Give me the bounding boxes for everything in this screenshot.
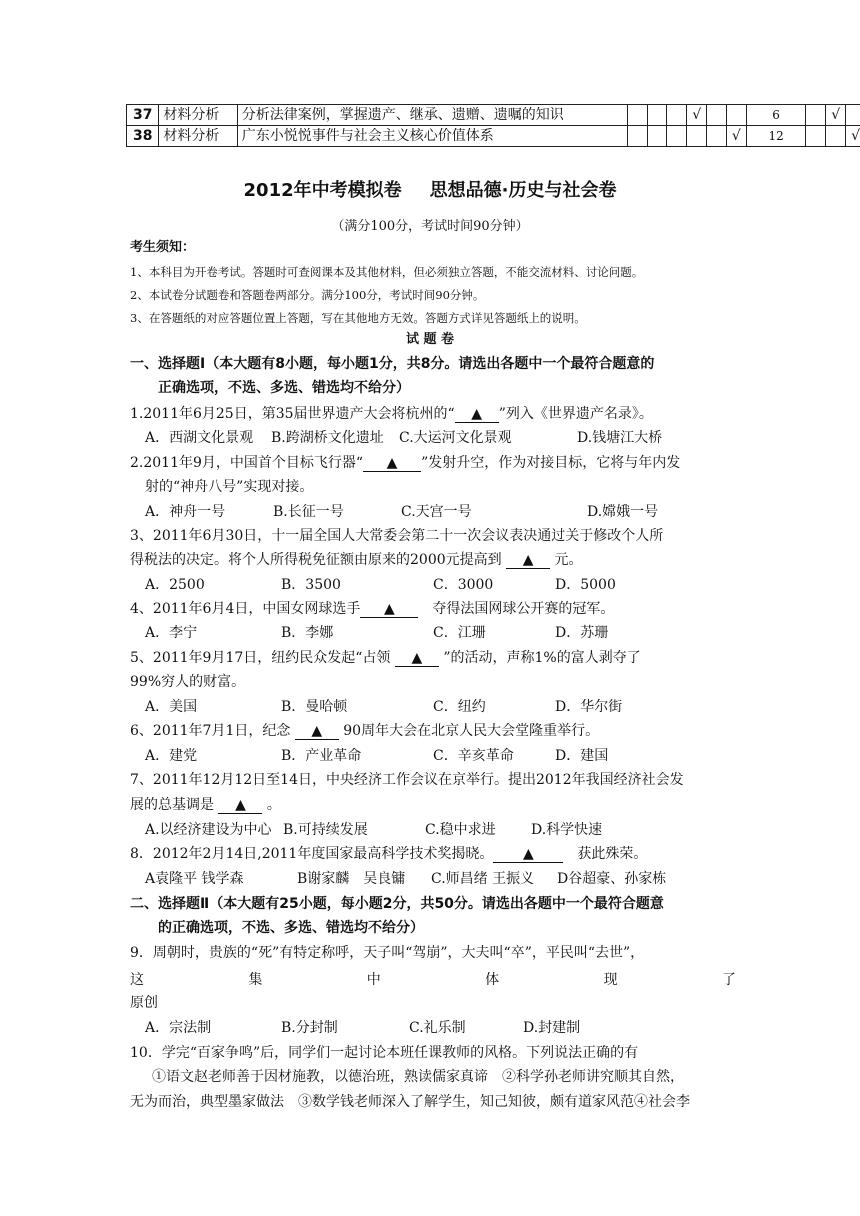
question-text: 4、2011年6月4日，中国女网球选手 — [130, 601, 361, 617]
option: A．2500 — [145, 577, 205, 593]
score-cell: 6 — [746, 105, 806, 126]
option: C.礼乐制 — [409, 1020, 466, 1036]
options-row — [145, 869, 666, 889]
option: B.分封制 — [281, 1020, 338, 1036]
option: C．纽约 — [433, 699, 486, 715]
title-right: 思想品德·历史与社会卷 — [429, 180, 617, 201]
question-text: ”发射升空，作为对接目标，它将与年内发 — [421, 455, 681, 471]
spread-char: 体 — [485, 972, 500, 988]
spec-table — [126, 104, 860, 147]
mark-cell — [667, 105, 687, 126]
option: D.封建制 — [523, 1020, 581, 1036]
question-7 — [130, 795, 281, 815]
spread-char: 中 — [366, 972, 381, 988]
mark-cell — [647, 126, 667, 147]
option: B谢家麟 吴良镛 — [297, 871, 406, 887]
answer-blank: ▲ — [493, 846, 563, 863]
spread-char: 现 — [603, 972, 618, 988]
row-number: 38 — [127, 126, 159, 147]
section-heading: 二、选择题Ⅱ（本大题有25小题，每小题2分，共50分。请选出各题中一个最符合题意 — [130, 896, 664, 912]
page-title — [0, 176, 860, 202]
answer-blank: ▲ — [455, 406, 499, 423]
question-4 — [130, 599, 614, 619]
answer-blank: ▲ — [360, 601, 418, 618]
options-row — [145, 697, 622, 717]
notice-item: 2、本试卷分试题卷和答题卷两部分。满分100分，考试时间90分钟。 — [130, 288, 485, 302]
mark-cell: √ — [687, 105, 707, 126]
option: D.嫦娥一号 — [587, 504, 659, 520]
question-text: 展的总基调是 — [130, 797, 214, 813]
page-subtitle: （满分100分，考试时间90分钟） — [331, 219, 529, 234]
mark-cell: √ — [846, 126, 860, 147]
question-text: 90周年大会在北京人民大会堂隆重举行。 — [343, 723, 600, 739]
question-text: 。 — [266, 797, 281, 813]
question-5 — [130, 648, 641, 668]
question-text: 8．2012年2月14日,2011年度国家最高科学技术奖揭晓。 — [130, 846, 494, 862]
option: C.大运河文化景观 — [399, 430, 512, 446]
mark-cell — [707, 105, 727, 126]
option: D．建国 — [555, 748, 609, 764]
option: D谷超豪、孙家栋 — [557, 871, 667, 887]
option: D.钱塘江大桥 — [577, 430, 663, 446]
question-text: 得税法的决定。将个人所得税免征额由原来的2000元提高到 — [130, 552, 502, 568]
question-description: 分析法律案例，掌握遗产、继承、遗赠、遗嘱的知识 — [237, 105, 627, 126]
mark-cell — [806, 105, 826, 126]
option: C.师昌绪 王振义 — [431, 871, 535, 887]
option: C．3000 — [433, 577, 494, 593]
question-text: 6、2011年7月1日，纪念 — [130, 723, 291, 739]
option: B.可持续发展 — [283, 822, 368, 838]
question-text: ”列入《世界遗产名录》。 — [498, 406, 653, 422]
mark-cell — [627, 105, 647, 126]
option: B.长征一号 — [273, 504, 344, 520]
option: B．李娜 — [281, 625, 334, 641]
option: C．江珊 — [433, 625, 486, 641]
question-text: 获此殊荣。 — [577, 846, 648, 862]
options-row — [145, 575, 616, 595]
question-text: ①语文赵老师善于因材施教，以德治班，熟读儒家真谛 ②科学孙老师讲究顺其自然， — [152, 1069, 684, 1085]
option: C.天宫一号 — [401, 504, 472, 520]
options-row — [145, 1018, 580, 1038]
score-cell: 12 — [746, 126, 806, 147]
option: D．5000 — [555, 577, 616, 593]
question-text: 1.2011年6月25日，第35届世界遗产大会将杭州的“ — [130, 406, 455, 422]
mark-cell — [647, 105, 667, 126]
option: A．西湖文化景观 — [145, 430, 254, 446]
table-row — [127, 126, 860, 147]
option: C．辛亥革命 — [433, 748, 514, 764]
question-text: 原创 — [130, 995, 158, 1011]
answer-blank: ▲ — [506, 552, 550, 569]
question-8 — [130, 844, 647, 864]
mark-cell — [707, 126, 727, 147]
spread-char: 集 — [248, 972, 263, 988]
question-text: 10．学完“百家争鸣”后，同学们一起讨论本班任课教师的风格。下列说法正确的有 — [130, 1045, 639, 1061]
question-6 — [130, 721, 599, 741]
question-2 — [130, 453, 680, 473]
spread-line — [130, 969, 736, 989]
paper-heading: 试 题 卷 — [405, 332, 455, 347]
question-3 — [130, 550, 583, 570]
question-text: 元。 — [554, 552, 583, 568]
question-text: 7、2011年12月12日至14日，中央经济工作会议在京举行。提出2012年我国经济社会发 — [130, 772, 684, 788]
notice-item: 3、在答题纸的对应答题位置上答题，写在其他地方无效。答题方式详见答题纸上的说明。 — [130, 311, 586, 325]
option: A．宗法制 — [145, 1020, 212, 1036]
question-text: 99%穷人的财富。 — [130, 674, 246, 690]
option: A．神舟一号 — [145, 504, 226, 520]
mark-cell: √ — [726, 126, 746, 147]
options-row — [145, 428, 662, 448]
spread-char: 了 — [721, 972, 736, 988]
row-number: 37 — [127, 105, 159, 126]
options-row — [145, 746, 608, 766]
question-text: 3、2011年6月30日，十一届全国人大常委会第二十一次会议表决通过关于修改个人所 — [130, 528, 664, 544]
section-heading: 一、选择题Ⅰ（本大题有8小题，每小题1分，共8分。请选出各题中一个最符合题意的 — [130, 356, 655, 372]
section-heading: 的正确选项，不选、多选、错选均不给分） — [158, 920, 424, 936]
options-row — [145, 623, 608, 643]
title-left: 2012年中考模拟卷 — [243, 180, 402, 201]
option: D．华尔街 — [555, 699, 623, 715]
question-text: 5、2011年9月17日，纽约民众发起“占领 — [130, 650, 391, 666]
section-heading: 正确选项，不选、多选、错选均不给分） — [158, 380, 410, 396]
option: C.稳中求进 — [425, 822, 496, 838]
question-text: 2.2011年9月，中国首个目标飞行器“ — [130, 455, 364, 471]
spread-char: 这 — [130, 972, 144, 988]
mark-cell — [726, 105, 746, 126]
mark-cell — [806, 126, 826, 147]
options-row — [145, 502, 658, 522]
question-text: 9．周朝时，贵族的“死”有特定称呼，天子叫“驾崩”，大夫叫“卒”，平民叫“去世”， — [130, 945, 645, 961]
option: A袁隆平 钱学森 — [145, 871, 244, 887]
mark-cell: √ — [826, 105, 846, 126]
question-1 — [130, 404, 653, 424]
question-description: 广东小悦悦事件与社会主义核心价值体系 — [237, 126, 627, 147]
answer-blank: ▲ — [218, 797, 262, 814]
table-row — [127, 105, 860, 126]
question-text: ”的活动，声称1%的富人剥夺了 — [443, 650, 641, 666]
question-type: 材料分析 — [159, 126, 237, 147]
mark-cell — [846, 105, 860, 126]
option: B．产业革命 — [281, 748, 362, 764]
mark-cell — [627, 126, 647, 147]
mark-cell — [667, 126, 687, 147]
options-row — [145, 820, 602, 840]
question-type: 材料分析 — [159, 105, 237, 126]
option: D.科学快速 — [531, 822, 603, 838]
option: A.以经济建设为中心 — [145, 822, 272, 838]
option: B.跨湖桥文化遗址 — [271, 430, 384, 446]
option: B．3500 — [281, 577, 341, 593]
question-text: 无为而治，典型墨家做法 ③数学钱老师深入了解学生，知己知彼，颇有道家风范④社会李 — [130, 1094, 690, 1110]
option: A．建党 — [145, 748, 198, 764]
option: A．李宁 — [145, 625, 198, 641]
mark-cell — [687, 126, 707, 147]
notice-heading: 考生须知： — [130, 240, 196, 255]
option: B．曼哈顿 — [281, 699, 348, 715]
option: D．苏珊 — [555, 625, 609, 641]
option: A．美国 — [145, 699, 198, 715]
mark-cell — [826, 126, 846, 147]
question-text: 夺得法国网球公开赛的冠军。 — [432, 601, 615, 617]
answer-blank: ▲ — [395, 650, 439, 667]
notice-item: 1、本科目为开卷考试。答题时可查阅课本及其他材料，但必须独立答题，不能交流材料、讨论问题。 — [130, 265, 644, 279]
answer-blank: ▲ — [363, 455, 421, 472]
answer-blank: ▲ — [295, 723, 339, 740]
question-text: 射的“神舟八号”实现对接。 — [145, 479, 314, 495]
